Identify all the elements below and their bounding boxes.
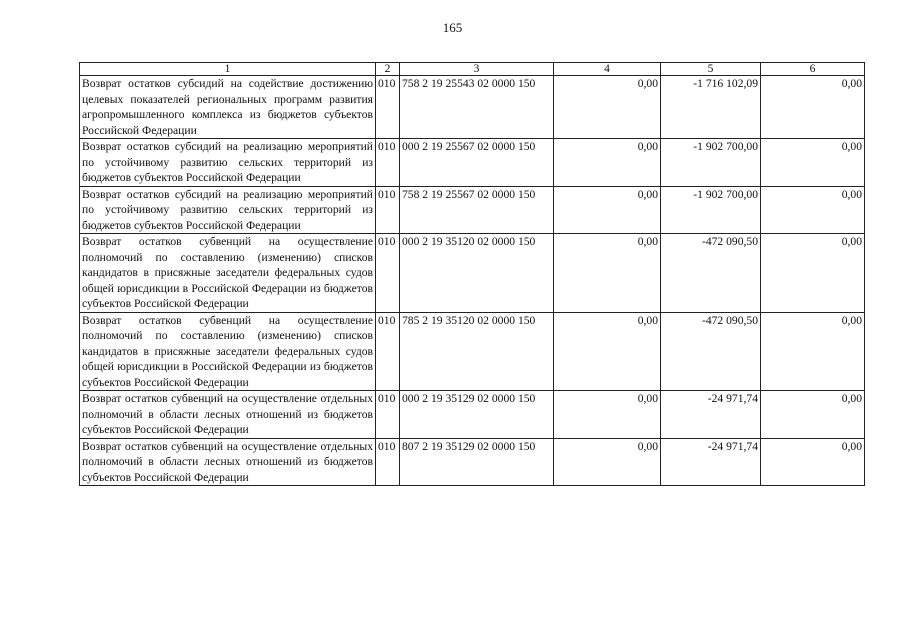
table-row: [80, 234, 865, 313]
row-budget-code: 785 2 19 35120 02 0000 150: [400, 312, 554, 391]
row-budget-code: 000 2 19 25567 02 0000 150: [400, 139, 554, 187]
column-header: 4: [554, 63, 661, 76]
row-name: Возврат остатков субвенций на осуществление отдельных полномочий в области лесных отношений из бюджетов субъектов Российской Федерации: [80, 391, 376, 439]
row-budget-code: 000 2 19 35120 02 0000 150: [400, 234, 554, 313]
budget-table: [79, 62, 865, 486]
page-number: 165: [442, 20, 463, 35]
row-admin-code: 010: [376, 139, 400, 187]
column-header: 1: [80, 63, 376, 76]
row-col4: 0,00: [554, 186, 661, 234]
row-name: Возврат остатков субсидий на реализацию мероприятий по устойчивому развитию сельских территорий из бюджетов субъектов Российской Федерации: [80, 186, 376, 234]
row-budget-code: 758 2 19 25567 02 0000 150: [400, 186, 554, 234]
row-name: Возврат остатков субвенций на осуществление отдельных полномочий в области лесных отношений из бюджетов субъектов Российской Федерации: [80, 438, 376, 486]
row-col5: -24 971,74: [661, 391, 761, 439]
header-row: [80, 63, 865, 76]
row-col5: -1 902 700,00: [661, 139, 761, 187]
column-header: 2: [376, 63, 400, 76]
row-col5: -1 902 700,00: [661, 186, 761, 234]
row-admin-code: 010: [376, 234, 400, 313]
row-name: Возврат остатков субсидий на содействие достижению целевых показателей региональных программ развития агропромышленного комплекса из бюджетов субъектов Российской Федерации: [80, 76, 376, 139]
table-row: [80, 186, 865, 234]
row-admin-code: 010: [376, 438, 400, 486]
row-col6: 0,00: [761, 139, 865, 187]
row-col6: 0,00: [761, 234, 865, 313]
row-name: Возврат остатков субсидий на реализацию мероприятий по устойчивому развитию сельских территорий из бюджетов субъектов Российской Федерации: [80, 139, 376, 187]
row-col4: 0,00: [554, 76, 661, 139]
row-admin-code: 010: [376, 186, 400, 234]
row-col4: 0,00: [554, 438, 661, 486]
column-header: 3: [400, 63, 554, 76]
row-col6: 0,00: [761, 391, 865, 439]
row-col5: -472 090,50: [661, 234, 761, 313]
row-budget-code: 807 2 19 35129 02 0000 150: [400, 438, 554, 486]
row-col6: 0,00: [761, 312, 865, 391]
table-row: [80, 139, 865, 187]
row-col6: 0,00: [761, 76, 865, 139]
row-admin-code: 010: [376, 391, 400, 439]
table-row: [80, 391, 865, 439]
row-admin-code: 010: [376, 76, 400, 139]
row-col6: 0,00: [761, 438, 865, 486]
row-name: Возврат остатков субвенций на осуществление полномочий по составлению (изменению) списков кандидатов в присяжные заседатели федеральных судов общей юрисдикции в Российской Федерации из бюджетов субъектов Российской Федерации: [80, 312, 376, 391]
row-col4: 0,00: [554, 391, 661, 439]
column-header: 6: [761, 63, 865, 76]
row-col5: -24 971,74: [661, 438, 761, 486]
row-col5: -1 716 102,09: [661, 76, 761, 139]
row-col6: 0,00: [761, 186, 865, 234]
column-header: 5: [661, 63, 761, 76]
row-budget-code: 000 2 19 35129 02 0000 150: [400, 391, 554, 439]
row-col4: 0,00: [554, 312, 661, 391]
row-col5: -472 090,50: [661, 312, 761, 391]
row-budget-code: 758 2 19 25543 02 0000 150: [400, 76, 554, 139]
table-row: [80, 312, 865, 391]
row-col4: 0,00: [554, 234, 661, 313]
table-row: [80, 438, 865, 486]
row-col4: 0,00: [554, 139, 661, 187]
table-row: [80, 76, 865, 139]
row-name: Возврат остатков субвенций на осуществление полномочий по составлению (изменению) списков кандидатов в присяжные заседатели федеральных судов общей юрисдикции в Российской Федерации из бюджетов субъектов Российской Федерации: [80, 234, 376, 313]
row-admin-code: 010: [376, 312, 400, 391]
